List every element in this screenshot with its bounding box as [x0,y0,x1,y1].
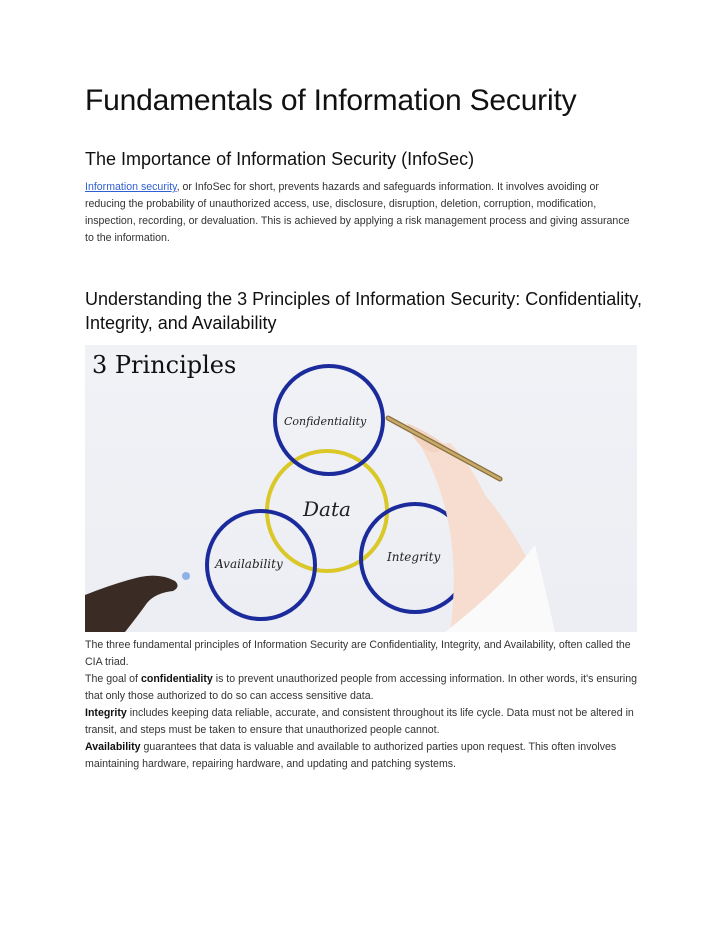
availability-term: Availability [85,741,141,753]
hand-with-pen-illustration [388,418,555,632]
integrity-label: Integrity [387,550,441,564]
confidentiality-text: is to prevent unauthorized people from accessing information. In other words, it's ensuring that only those authorized to do so can access sensitive data. [85,673,637,702]
figure-title: 3 Principles [92,351,237,379]
section-heading-principles: Understanding the 3 Principles of Information Security: Confidentiality, Integrity, and Availability [85,289,642,333]
intro-paragraph [85,179,640,247]
information-security-link[interactable]: Information security [85,181,177,193]
cia-intro-paragraph: The three fundamental principles of Information Security are Confidentiality, Integrity, and Availability, often called the CIA triad. [85,639,631,668]
cia-triad-figure [85,345,637,632]
left-hand-illustration [85,572,190,632]
integrity-paragraph [85,705,645,739]
principles-body [85,637,645,773]
availability-text: guarantees that data is valuable and available to authorized parties upon request. This often involves maintaining hardware, repairing hardware, and updating and patching systems. [85,741,617,770]
confidentiality-paragraph [85,671,645,705]
integrity-text: includes keeping data reliable, accurate, and consistent throughout its life cycle. Data must not be altered in transit, and steps must be taken to ensure that unauthorized people cannot. [85,707,634,736]
data-label: Data [303,497,351,521]
page-title: Fundamentals of Information Security [85,84,577,117]
intro-paragraph-text: , or InfoSec for short, prevents hazards and safeguards information. It involves avoiding or reducing the probability of unauthorized access, use, disclosure, disruption, deletion, corruption, modification, inspection, recording, or devaluation. This is achieved by applying a risk management process and giving assurance to the information. [85,181,630,244]
confidentiality-label: Confidentiality [284,415,367,428]
availability-paragraph [85,739,645,773]
integrity-term: Integrity [85,707,127,719]
section-heading-importance: The Importance of Information Security (InfoSec) [85,149,475,169]
cia-diagram [85,345,637,632]
availability-label: Availability [215,557,283,571]
confidentiality-prefix: The goal of [85,673,141,685]
confidentiality-term: confidentiality [140,673,213,685]
